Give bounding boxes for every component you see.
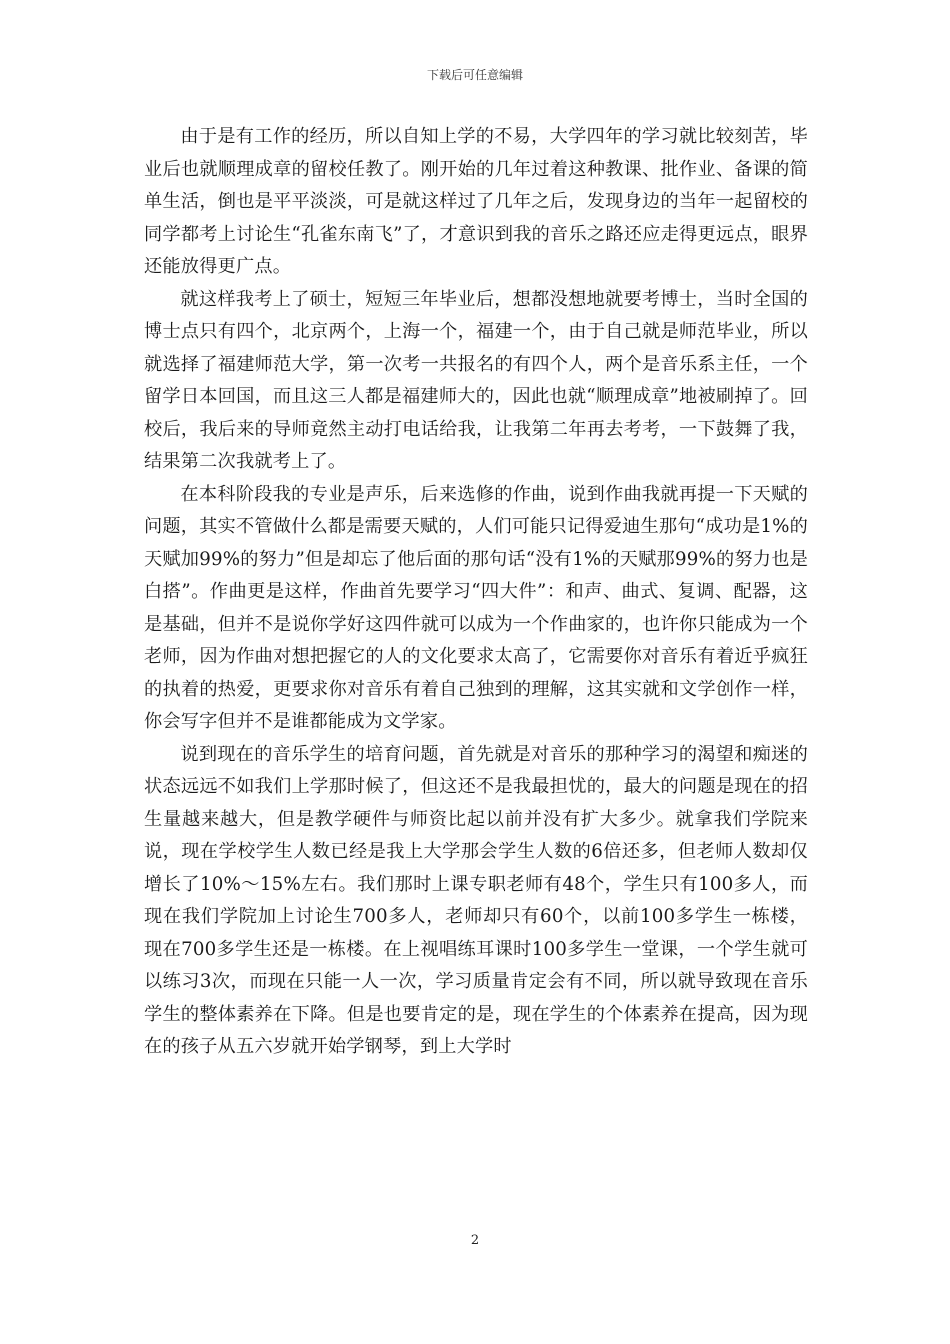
- document-body: [144, 121, 808, 1064]
- paragraph: 在本科阶段我的专业是声乐，后来选修的作曲，说到作曲我就再提一下天赋的问题，其实不管做什么都是需要天赋的，人们可能只记得爱迪生那句“成功是1%的天赋加99%的努力”但是却忘了他后面的那句话“没有1%的天赋那99%的努力也是白搭”。作曲更是这样，作曲首先要学习“四大件”：和声、曲式、复调、配器，这是基础，但并不是说你学好这四件就可以成为一个作曲家的，也许你只能成为一个老师，因为作曲对想把握它的人的文化要求太高了，它需要你对音乐有着近乎疯狂的执着的热爱，更要求你对音乐有着自己独到的理解，这其实就和文学创作一样，你会写字但并不是谁都能成为文学家。: [144, 483, 808, 732]
- page-number: 2: [470, 1233, 480, 1248]
- page-header: 下载后可任意编辑: [426, 68, 523, 82]
- paragraph: 由于是有工作的经历，所以自知上学的不易，大学四年的学习就比较刻苦，毕业后也就顺理成章的留校任教了。刚开始的几年过着这种教课、批作业、备课的简单生活，倒也是平平淡淡，可是就这样过了几年之后，发现身边的当年一起留校的同学都考上讨论生“孔雀东南飞”了，才意识到我的音乐之路还应走得更远点，眼界还能放得更广点。: [144, 126, 808, 277]
- paragraph: 说到现在的音乐学生的培育问题，首先就是对音乐的那种学习的渴望和痴迷的状态远远不如我们上学那时候了，但这还不是我最担忧的，最大的问题是现在的招生量越来越大，但是教学硬件与师资比起以前并没有扩大多少。就拿我们学院来说，现在学校学生人数已经是我上大学那会学生人数的6倍还多，但老师人数却仅增长了10%～15%左右。我们那时上课专职老师有48个，学生只有100多人，而现在我们学院加上讨论生700多人，老师却只有60个，以前100多学生一栋楼，现在700多学生还是一栋楼。在上视唱练耳课时100多学生一堂课，一个学生就可以练习3次，而现在只能一人一次，学习质量肯定会有不同，所以就导致现在音乐学生的整体素养在下降。但是也要肯定的是，现在学生的个体素养在提高，因为现在的孩子从五六岁就开始学钢琴，到上大学时: [144, 743, 808, 1057]
- paragraph: 就这样我考上了硕士，短短三年毕业后，想都没想地就要考博士，当时全国的博士点只有四个，北京两个，上海一个，福建一个，由于自己就是师范毕业，所以就选择了福建师范大学，第一次考一共报名的有四个人，两个是音乐系主任，一个留学日本回国，而且这三人都是福建师大的，因此也就“顺理成章”地被刷掉了。回校后，我后来的导师竟然主动打电话给我，让我第二年再去考考，一下鼓舞了我，结果第二次我就考上了。: [144, 288, 808, 472]
